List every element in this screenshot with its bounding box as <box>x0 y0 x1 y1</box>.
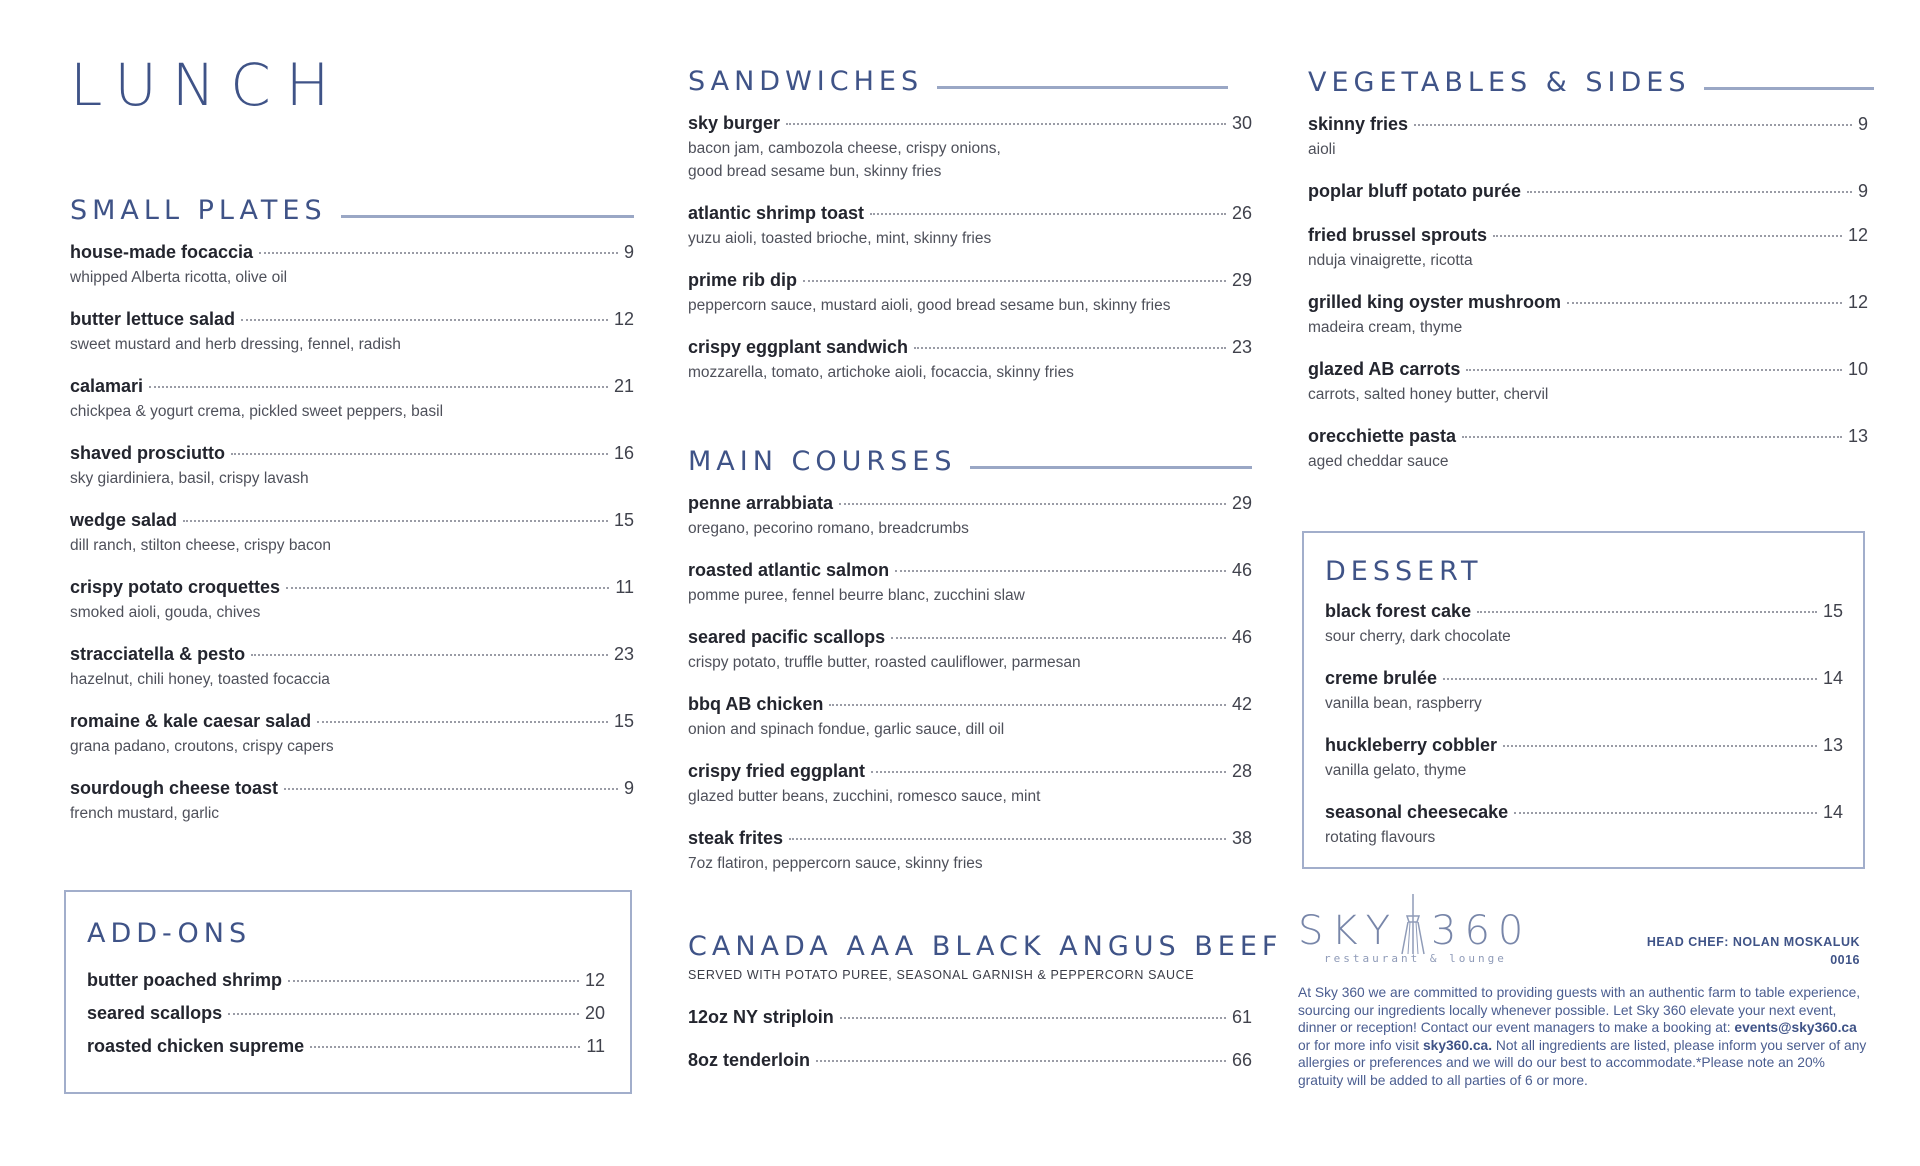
leader-dots <box>1443 678 1817 680</box>
item-name: poplar bluff potato purée <box>1308 181 1521 201</box>
item-description: smoked aioli, gouda, chives <box>70 604 261 621</box>
item-price: 29 <box>1231 493 1252 513</box>
item-description: mozzarella, tomato, artichoke aioli, focaccia, skinny fries <box>688 364 1074 381</box>
head-chef: HEAD CHEF: NOLAN MOSKALUK <box>1646 935 1860 949</box>
email-link[interactable]: events@sky360.ca <box>1734 1020 1857 1035</box>
item-name: butter poached shrimp <box>87 970 283 990</box>
item-price: 23 <box>1231 337 1252 357</box>
menu-item <box>1325 802 1843 869</box>
item-name: roasted atlantic salmon <box>688 560 890 580</box>
beef-list <box>688 1007 1252 1093</box>
menu-item <box>688 1007 1252 1050</box>
item-description: chickpea & yogurt crema, pickled sweet peppers, basil <box>70 403 444 420</box>
leader-dots <box>891 637 1226 639</box>
item-price: 46 <box>1231 627 1252 647</box>
item-name: grilled king oyster mushroom <box>1308 292 1562 312</box>
beef-subtitle: SERVED WITH POTATO PUREE, SEASONAL GARNISH & PEPPERCORN SAUCE <box>688 968 1195 982</box>
leader-dots <box>251 654 608 656</box>
addons-title: ADD-ONS <box>87 918 252 949</box>
small-plates-list <box>70 242 634 845</box>
item-name: steak frites <box>688 828 784 848</box>
menu-item <box>70 443 634 510</box>
item-description: vanilla bean, raspberry <box>1325 695 1482 712</box>
leader-dots <box>228 1013 579 1015</box>
small-plates-title: SMALL PLATES <box>70 194 327 226</box>
menu-item <box>70 644 634 711</box>
leader-dots <box>914 347 1226 349</box>
item-price: 16 <box>613 443 634 463</box>
leader-dots <box>1514 812 1817 814</box>
item-name: orecchiette pasta <box>1308 426 1457 446</box>
item-price: 38 <box>1231 828 1252 848</box>
main-courses-title: MAIN COURSES <box>688 445 957 477</box>
item-name: stracciatella & pesto <box>70 644 246 664</box>
item-name: romaine & kale caesar salad <box>70 711 312 731</box>
leader-dots <box>259 252 618 254</box>
item-description: aged cheddar sauce <box>1308 453 1449 470</box>
item-name: seared pacific scallops <box>688 627 886 647</box>
item-description: vanilla gelato, thyme <box>1325 762 1467 779</box>
item-name: crispy eggplant sandwich <box>688 337 909 357</box>
item-price: 12 <box>1847 225 1868 245</box>
item-price: 46 <box>1231 560 1252 580</box>
item-price: 9 <box>623 778 634 798</box>
item-price: 15 <box>613 711 634 731</box>
veg-sides-list <box>1308 114 1868 493</box>
item-price: 20 <box>584 1003 605 1023</box>
section-rule <box>341 215 634 218</box>
menu-code: 0016 <box>1830 953 1860 967</box>
item-name: house-made focaccia <box>70 242 254 262</box>
item-price: 21 <box>613 376 634 396</box>
item-price: 13 <box>1822 735 1843 755</box>
beef-header <box>688 931 1283 982</box>
item-price: 15 <box>613 510 634 530</box>
chef-credit <box>1647 933 1860 969</box>
section-rule <box>970 466 1252 469</box>
dessert-list <box>1325 601 1843 869</box>
leader-dots <box>1527 191 1852 193</box>
menu-item <box>70 510 634 577</box>
item-name: 8oz tenderloin <box>688 1050 811 1070</box>
item-price: 9 <box>623 242 634 262</box>
item-description: oregano, pecorino romano, breadcrumbs <box>688 520 969 537</box>
sandwiches-title: SANDWICHES <box>688 65 924 97</box>
item-price: 12 <box>1847 292 1868 312</box>
item-name: crispy fried eggplant <box>688 761 866 781</box>
logo-text-right: 360 <box>1431 908 1532 954</box>
item-description-line2: good bread sesame bun, skinny fries <box>688 163 942 180</box>
menu-item <box>688 627 1252 694</box>
item-name: sky burger <box>688 113 781 133</box>
item-name: penne arrabbiata <box>688 493 834 513</box>
item-description: whipped Alberta ricotta, olive oil <box>70 269 288 286</box>
item-description: sky giardiniera, basil, crispy lavash <box>70 470 309 487</box>
item-name: glazed AB carrots <box>1308 359 1461 379</box>
addons-box <box>64 890 632 1094</box>
item-price: 29 <box>1231 270 1252 290</box>
leader-dots <box>870 213 1226 215</box>
leader-dots <box>840 1017 1226 1019</box>
menu-item <box>688 560 1252 627</box>
dessert-title: DESSERT <box>1325 556 1483 587</box>
leader-dots <box>310 1046 580 1048</box>
menu-item <box>688 1050 1252 1093</box>
item-name: prime rib dip <box>688 270 798 290</box>
menu-item <box>688 828 1252 895</box>
blurb-text-1: At Sky 360 we are committed to providing guests with an authentic farm to table experience, sourcing our ingredients locally whenever possible. Let Sky 360 elevate your next event, dinner or reception! Contact our event managers to make a booking at: <box>1298 985 1861 1035</box>
leader-dots <box>1567 302 1842 304</box>
item-price: 13 <box>1847 426 1868 446</box>
section-rule <box>1704 87 1874 90</box>
menu-item <box>1308 225 1868 292</box>
item-price: 11 <box>615 577 634 597</box>
item-description: pomme puree, fennel beurre blanc, zucchini slaw <box>688 587 1025 604</box>
item-price: 42 <box>1231 694 1252 714</box>
item-description: carrots, salted honey butter, chervil <box>1308 386 1549 403</box>
item-name: huckleberry cobbler <box>1325 735 1498 755</box>
item-price: 23 <box>613 644 634 664</box>
leader-dots <box>241 319 608 321</box>
main-courses-list <box>688 493 1252 895</box>
item-description: onion and spinach fondue, garlic sauce, dill oil <box>688 721 1005 738</box>
item-description: bacon jam, cambozola cheese, crispy onions, <box>688 140 1001 157</box>
dessert-box <box>1302 531 1865 869</box>
menu-item <box>70 376 634 443</box>
item-name: seared scallops <box>87 1003 223 1023</box>
item-description: sour cherry, dark chocolate <box>1325 628 1511 645</box>
menu-item <box>688 203 1252 270</box>
leader-dots <box>789 838 1226 840</box>
menu-item <box>87 1036 605 1069</box>
item-price: 10 <box>1847 359 1868 379</box>
blurb-text-2: or for more info visit <box>1298 1037 1423 1053</box>
item-price: 28 <box>1231 761 1252 781</box>
item-name: black forest cake <box>1325 601 1472 621</box>
item-description: sweet mustard and herb dressing, fennel, radish <box>70 336 401 353</box>
leader-dots <box>895 570 1226 572</box>
item-description: 7oz flatiron, peppercorn sauce, skinny fries <box>688 855 983 872</box>
leader-dots <box>288 980 579 982</box>
item-price: 9 <box>1857 181 1868 201</box>
item-price: 14 <box>1822 668 1843 688</box>
leader-dots <box>149 386 608 388</box>
sandwiches-header <box>688 64 1228 98</box>
menu-item <box>688 270 1252 337</box>
item-price: 12 <box>613 309 634 329</box>
leader-dots <box>1493 235 1842 237</box>
veg-sides-header <box>1308 65 1874 99</box>
item-name: 12oz NY striploin <box>688 1007 834 1027</box>
page-title: LUNCH <box>70 51 345 119</box>
item-price: 12 <box>584 970 605 990</box>
menu-item <box>70 309 634 376</box>
menu-item <box>688 493 1252 560</box>
section-rule <box>937 86 1228 89</box>
item-name: roasted chicken supreme <box>87 1036 305 1056</box>
leader-dots <box>1462 436 1842 438</box>
menu-item <box>1308 426 1868 493</box>
item-name: skinny fries <box>1308 114 1409 134</box>
logo-text-left: SKY <box>1298 908 1399 954</box>
menu-item <box>70 242 634 309</box>
menu-item <box>1308 359 1868 426</box>
leader-dots <box>816 1060 1226 1062</box>
item-description: aioli <box>1308 141 1336 158</box>
menu-item <box>688 761 1252 828</box>
leader-dots <box>231 453 608 455</box>
item-name: shaved prosciutto <box>70 443 226 463</box>
item-price: 30 <box>1231 113 1252 133</box>
item-description: glazed butter beans, zucchini, romesco sauce, mint <box>688 788 1041 805</box>
menu-item <box>1325 668 1843 735</box>
veg-sides-title: VEGETABLES & SIDES <box>1308 66 1691 98</box>
item-price: 66 <box>1231 1050 1252 1070</box>
item-description: madeira cream, thyme <box>1308 319 1463 336</box>
item-name: fried brussel sprouts <box>1308 225 1488 245</box>
leader-dots <box>786 123 1226 125</box>
item-description: rotating flavours <box>1325 829 1436 846</box>
leader-dots <box>183 520 608 522</box>
menu-item <box>1325 735 1843 802</box>
leader-dots <box>1477 611 1817 613</box>
website-link[interactable]: sky360.ca. <box>1422 1037 1493 1053</box>
menu-item <box>70 577 634 644</box>
item-name: wedge salad <box>70 510 178 530</box>
menu-item <box>1308 292 1868 359</box>
sandwiches-list <box>688 113 1252 404</box>
sky360-logo <box>1298 892 1548 972</box>
item-description: grana padano, croutons, crispy capers <box>70 738 334 755</box>
menu-item <box>688 337 1252 404</box>
menu-item <box>70 711 634 778</box>
leader-dots <box>1414 124 1852 126</box>
item-name: bbq AB chicken <box>688 694 824 714</box>
item-name: sourdough cheese toast <box>70 778 279 798</box>
item-description: dill ranch, stilton cheese, crispy bacon <box>70 537 332 554</box>
menu-item <box>1308 114 1868 181</box>
menu-item <box>1325 601 1843 668</box>
item-price: 9 <box>1857 114 1868 134</box>
item-price: 15 <box>1822 601 1843 621</box>
leader-dots <box>317 721 608 723</box>
logo-subtitle: restaurant & lounge <box>1324 952 1507 965</box>
item-price: 26 <box>1231 203 1252 223</box>
item-description: crispy potato, truffle butter, roasted cauliflower, parmesan <box>688 654 1081 671</box>
item-price: 14 <box>1822 802 1843 822</box>
leader-dots <box>1503 745 1817 747</box>
leader-dots <box>284 788 618 790</box>
addons-list <box>87 970 605 1069</box>
menu-item <box>688 113 1252 203</box>
leader-dots <box>803 280 1226 282</box>
item-name: crispy potato croquettes <box>70 577 281 597</box>
tower-icon <box>1298 892 1548 972</box>
footer-blurb <box>1298 984 1870 1089</box>
item-price: 11 <box>586 1036 605 1056</box>
item-description: french mustard, garlic <box>70 805 220 822</box>
leader-dots <box>871 771 1226 773</box>
menu-item <box>70 778 634 845</box>
item-description: peppercorn sauce, mustard aioli, good bread sesame bun, skinny fries <box>688 297 1171 314</box>
item-name: creme brulée <box>1325 668 1438 688</box>
item-description: nduja vinaigrette, ricotta <box>1308 252 1473 269</box>
leader-dots <box>839 503 1226 505</box>
item-name: calamari <box>70 376 144 396</box>
menu-item <box>1308 181 1868 225</box>
leader-dots <box>829 704 1226 706</box>
main-courses-header <box>688 444 1252 478</box>
leader-dots <box>286 587 609 589</box>
item-name: atlantic shrimp toast <box>688 203 865 223</box>
leader-dots <box>1466 369 1842 371</box>
item-description: hazelnut, chili honey, toasted focaccia <box>70 671 330 688</box>
item-price: 61 <box>1231 1007 1252 1027</box>
small-plates-header <box>70 193 634 227</box>
item-description: yuzu aioli, toasted brioche, mint, skinny fries <box>688 230 992 247</box>
item-name: butter lettuce salad <box>70 309 236 329</box>
item-name: seasonal cheesecake <box>1325 802 1509 822</box>
beef-title: CANADA AAA BLACK ANGUS BEEF <box>688 931 1283 962</box>
blurb-text-3: Not all ingredients are listed, please inform you server of any allergies or preferences and we will do our best to accommodate.*Please note an 20% gratuity will be added to all parties of 6 or more. <box>1298 1037 1867 1088</box>
menu-item <box>688 694 1252 761</box>
menu-item <box>87 1003 605 1036</box>
menu-item <box>87 970 605 1003</box>
